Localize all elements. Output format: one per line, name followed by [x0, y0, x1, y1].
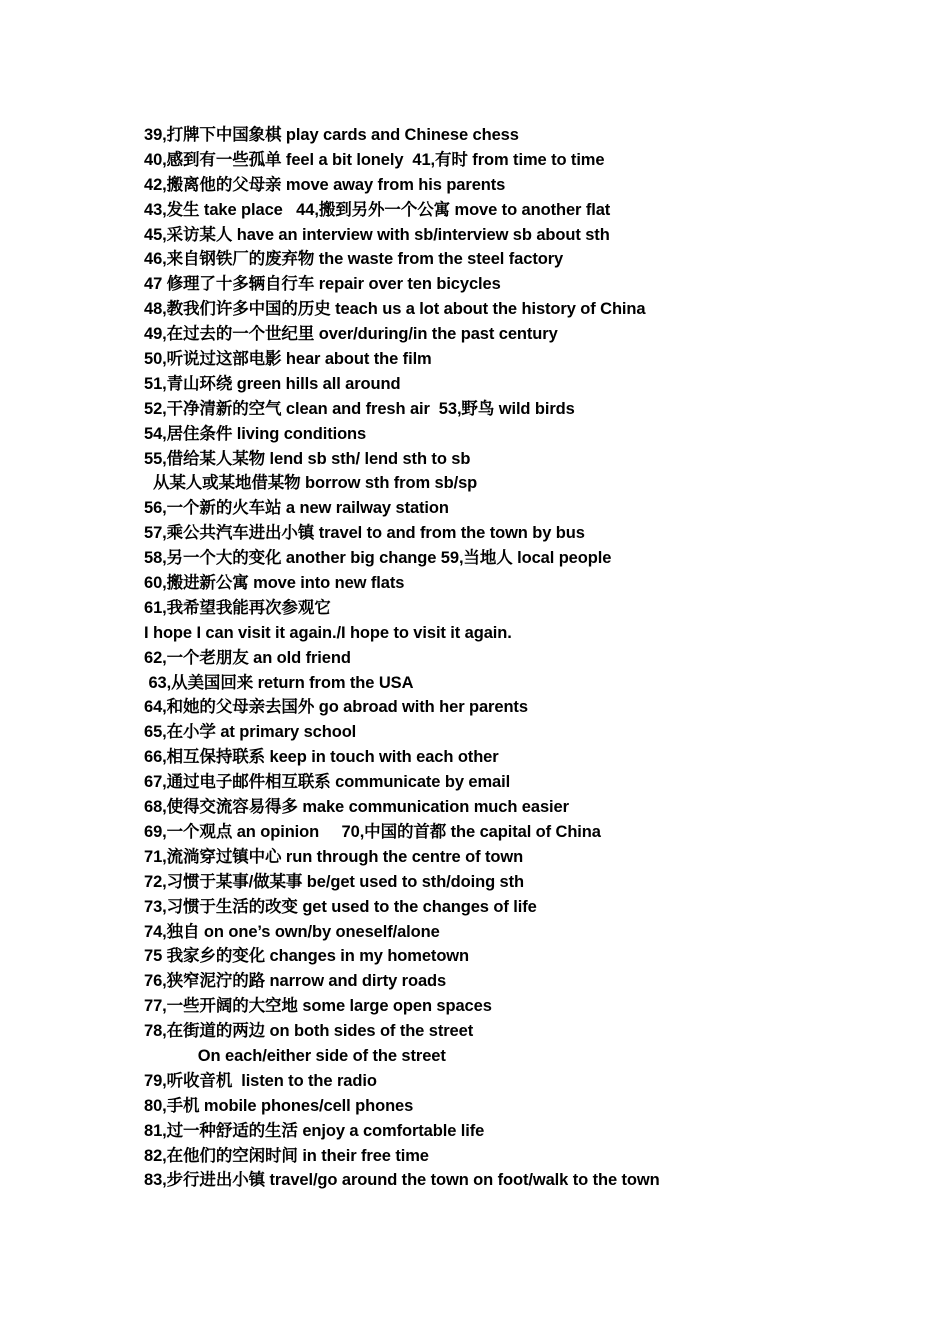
phrase-line: 60,搬进新公寓 move into new flats [144, 574, 405, 593]
phrase-line: 47 修理了十多辆自行车 repair over ten bicycles [144, 275, 501, 294]
phrase-line: 43,发生 take place 44,搬到另外一个公寓 move to another flat [144, 200, 611, 219]
phrase-line: 56,一个新的火车站 a new railway station [144, 499, 449, 518]
phrase-line: 73,习惯于生活的改变 get used to the changes of life [144, 897, 537, 916]
phrase-line: 61,我希望我能再次参观它 [144, 598, 331, 617]
phrase-list [144, 123, 924, 1193]
phrase-line: 72,习惯于某事/做某事 be/get used to sth/doing sth [144, 872, 525, 891]
phrase-line: 从某人或某地借某物 borrow sth from sb/sp [144, 474, 478, 493]
phrase-line: 51,青山环绕 green hills all around [144, 374, 401, 393]
phrase-line: 57,乘公共汽车进出小镇 travel to and from the town by bus [144, 524, 585, 543]
phrase-line: 49,在过去的一个世纪里 over/during/in the past century [144, 325, 558, 344]
phrase-line: 45,采访某人 have an interview with sb/interview sb about sth [144, 225, 610, 244]
phrase-line: 76,狭窄泥泞的路 narrow and dirty roads [144, 972, 447, 991]
phrase-line: 58,另一个大的变化 another big change 59,当地人 local people [144, 549, 612, 568]
phrase-line: 71,流淌穿过镇中心 run through the centre of town [144, 847, 524, 866]
phrase-line: 68,使得交流容易得多 make communication much easier [144, 798, 569, 817]
phrase-line: 67,通过电子邮件相互联系 communicate by email [144, 773, 511, 792]
phrase-line: 48,教我们许多中国的历史 teach us a lot about the history of China [144, 300, 646, 319]
phrase-line: 46,来自钢铁厂的废弃物 the waste from the steel factory [144, 250, 564, 269]
phrase-line: 74,独自 on one’s own/by oneself/alone [144, 922, 440, 941]
phrase-line: 82,在他们的空闲时间 in their free time [144, 1146, 429, 1165]
phrase-line: 80,手机 mobile phones/cell phones [144, 1096, 414, 1115]
phrase-line: 83,步行进出小镇 travel/go around the town on foot/walk to the town [144, 1171, 660, 1190]
phrase-line: 66,相互保持联系 keep in touch with each other [144, 748, 499, 767]
phrase-line: 65,在小学 at primary school [144, 723, 357, 742]
phrase-line: 62,一个老朋友 an old friend [144, 648, 351, 667]
phrase-line: 81,过一种舒适的生活 enjoy a comfortable life [144, 1121, 485, 1140]
phrase-line: 63,从美国回来 return from the USA [144, 673, 414, 692]
phrase-line: I hope I can visit it again./I hope to visit it again. [144, 623, 512, 642]
phrase-line: 64,和她的父母亲去国外 go abroad with her parents [144, 698, 528, 717]
phrase-line: 40,感到有一些孤单 feel a bit lonely 41,有时 from time to time [144, 150, 605, 169]
phrase-line: On each/either side of the street [144, 1046, 446, 1065]
phrase-line: 79,听收音机 listen to the radio [144, 1071, 377, 1090]
phrase-line: 39,打牌下中国象棋 play cards and Chinese chess [144, 126, 519, 144]
phrase-line: 69,一个观点 an opinion 70,中国的首都 the capital of China [144, 822, 601, 841]
phrase-line: 42,搬离他的父母亲 move away from his parents [144, 175, 506, 194]
phrase-line: 55,借给某人某物 lend sb sth/ lend sth to sb [144, 449, 471, 468]
phrase-line: 77,一些开阔的大空地 some large open spaces [144, 997, 492, 1016]
phrase-line: 50,听说过这部电影 hear about the film [144, 350, 432, 369]
phrase-line: 54,居住条件 living conditions [144, 424, 367, 443]
phrase-line: 75 我家乡的变化 changes in my hometown [144, 947, 470, 966]
phrase-line: 52,干净清新的空气 clean and fresh air 53,野鸟 wild birds [144, 399, 575, 418]
phrase-line: 78,在街道的两边 on both sides of the street [144, 1022, 474, 1041]
